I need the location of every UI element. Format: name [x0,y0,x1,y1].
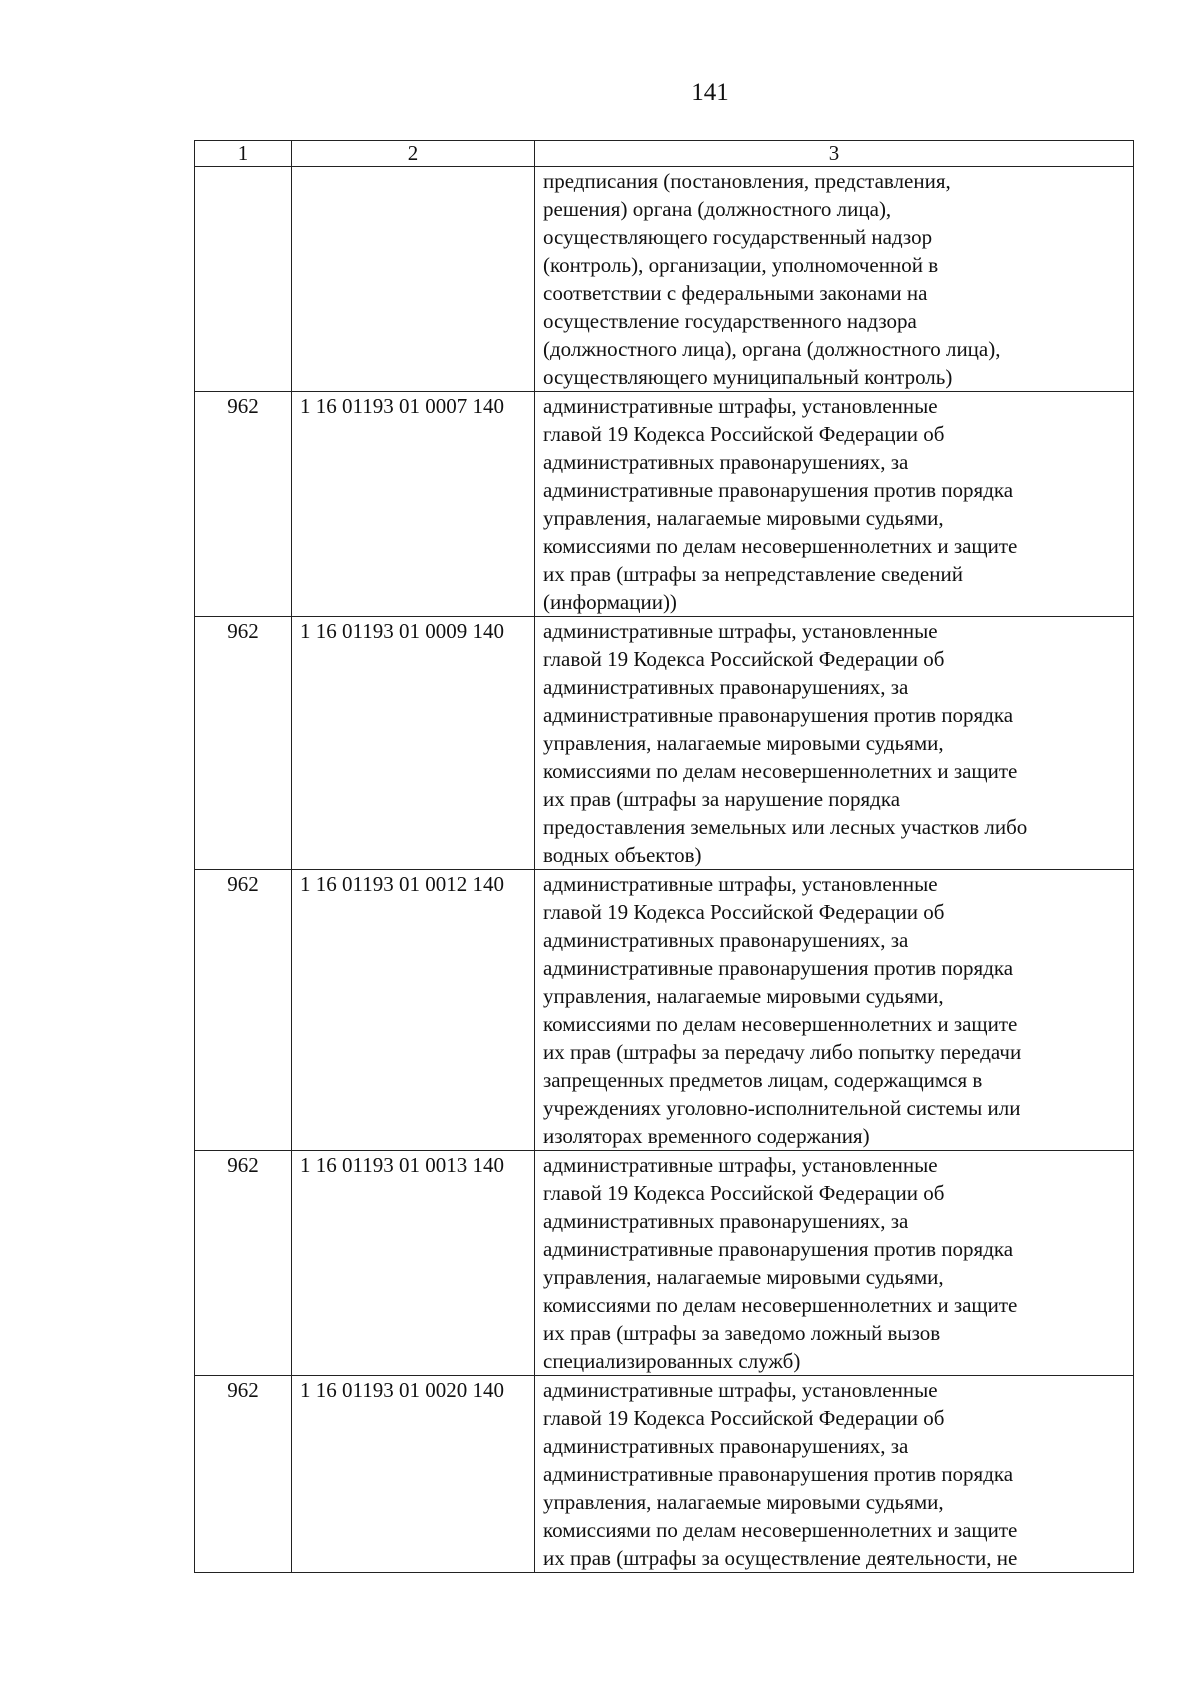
admin-code-cell [195,167,292,392]
description-line: (контроль), организации, уполномоченной в [543,253,939,277]
description-line: административные правонарушения против порядка [543,956,1014,980]
table-row [195,617,1134,870]
budget-classification-code-cell: 1 16 01193 01 0020 140 [292,1376,535,1573]
admin-code-cell: 962 [195,1376,292,1573]
table-row [195,392,1134,617]
description-line: комиссиями по делам несовершеннолетних и защите [543,759,1018,783]
budget-classification-code-cell: 1 16 01193 01 0012 140 [292,870,535,1151]
table-row [195,870,1134,1151]
header-col-3: 3 [535,141,1134,167]
description-line: комиссиями по делам несовершеннолетних и защите [543,1293,1018,1317]
income-description-cell [535,870,1134,1151]
description-line: главой 19 Кодекса Российской Федерации об [543,647,945,671]
admin-code-cell: 962 [195,617,292,870]
header-col-1: 1 [195,141,292,167]
description-line: административных правонарушениях, за [543,1434,909,1458]
description-line: соответствии с федеральными законами на [543,281,928,305]
description-line: административных правонарушениях, за [543,928,909,952]
description-line: учреждениях уголовно-исполнительной системы или [543,1096,1021,1120]
description-line: предоставления земельных или лесных участков либо [543,815,1028,839]
description-line: административные штрафы, установленные [543,872,938,896]
description-line: запрещенных предметов лицам, содержащимся в [543,1068,983,1092]
description-line: административные правонарушения против порядка [543,1462,1014,1486]
admin-code-cell: 962 [195,1151,292,1376]
page-number: 141 [691,79,729,106]
description-line: их прав (штрафы за передачу либо попытку передачи [543,1040,1022,1064]
budget-classification-code-cell: 1 16 01193 01 0007 140 [292,392,535,617]
table-row [195,167,1134,392]
table-body [195,141,1134,1573]
admin-code-cell: 962 [195,392,292,617]
description-line: изоляторах временного содержания) [543,1124,870,1148]
description-line: комиссиями по делам несовершеннолетних и защите [543,534,1018,558]
description-line: административные правонарушения против порядка [543,1237,1014,1261]
description-line: главой 19 Кодекса Российской Федерации об [543,1181,945,1205]
description-line: административных правонарушениях, за [543,675,909,699]
description-line: специализированных служб) [543,1349,801,1373]
description-line: управления, налагаемые мировыми судьями, [543,984,944,1008]
description-line: (информации)) [543,590,677,614]
table-header-row [195,141,1134,167]
description-line: их прав (штрафы за нарушение порядка [543,787,901,811]
description-line: (должностного лица), органа (должностного лица), [543,337,1001,361]
income-description-cell [535,617,1134,870]
description-line: осуществляющего муниципальный контроль) [543,365,953,389]
header-col-2: 2 [292,141,535,167]
admin-code-cell: 962 [195,870,292,1151]
description-line: их прав (штрафы за непредставление сведений [543,562,963,586]
description-line: административные штрафы, установленные [543,1378,938,1402]
income-description-cell [535,167,1134,392]
description-line: их прав (штрафы за заведомо ложный вызов [543,1321,941,1345]
description-line: административные штрафы, установленные [543,394,938,418]
budget-classification-code-cell: 1 16 01193 01 0009 140 [292,617,535,870]
income-description-cell [535,392,1134,617]
description-line: управления, налагаемые мировыми судьями, [543,1265,944,1289]
description-line: административных правонарушениях, за [543,450,909,474]
description-line: главой 19 Кодекса Российской Федерации об [543,422,945,446]
description-line: осуществление государственного надзора [543,309,917,333]
description-line: административные штрафы, установленные [543,619,938,643]
description-line: главой 19 Кодекса Российской Федерации об [543,900,945,924]
description-line: административные штрафы, установленные [543,1153,938,1177]
table-row [195,1151,1134,1376]
description-line: их прав (штрафы за осуществление деятельности, не [543,1546,1018,1570]
description-line: решения) органа (должностного лица), [543,197,892,221]
description-line: осуществляющего государственный надзор [543,225,933,249]
description-line: управления, налагаемые мировыми судьями, [543,731,944,755]
description-line: административных правонарушениях, за [543,1209,909,1233]
description-line: водных объектов) [543,843,702,867]
budget-classification-code-cell [292,167,535,392]
budget-classification-code-cell: 1 16 01193 01 0013 140 [292,1151,535,1376]
description-line: административные правонарушения против порядка [543,478,1014,502]
income-description-cell [535,1151,1134,1376]
description-line: комиссиями по делам несовершеннолетних и защите [543,1012,1018,1036]
income-description-cell [535,1376,1134,1573]
description-line: комиссиями по делам несовершеннолетних и защите [543,1518,1018,1542]
description-line: главой 19 Кодекса Российской Федерации об [543,1406,945,1430]
table-row [195,1376,1134,1573]
description-line: административные правонарушения против порядка [543,703,1014,727]
description-line: управления, налагаемые мировыми судьями, [543,1490,944,1514]
description-line: управления, налагаемые мировыми судьями, [543,506,944,530]
description-line: предписания (постановления, представления, [543,169,951,193]
budget-codes-table [194,140,1134,1573]
